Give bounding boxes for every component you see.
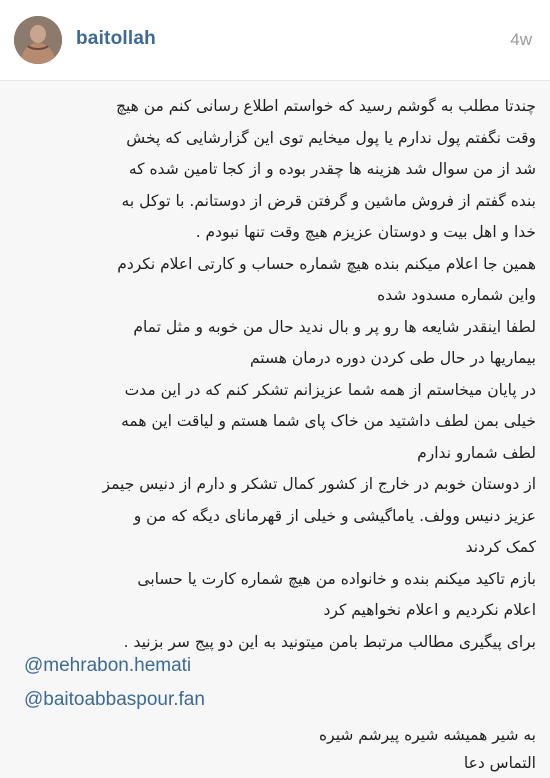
caption-line: کمک کردند bbox=[465, 538, 536, 556]
caption-line: خیلی بمن لطف داشتید من خاک پای شما هستم و لیاقت این همه bbox=[121, 412, 536, 430]
post-header bbox=[0, 0, 550, 80]
caption-text bbox=[16, 91, 536, 658]
caption-line: لطفا اینقدر شایعه ها رو پر و بال ندید حال من خوبه و مثل تمام bbox=[133, 317, 536, 336]
clipped-previous-text bbox=[0, 81, 550, 91]
mention-link[interactable]: @mehrabon.hemati bbox=[24, 655, 192, 676]
caption-line: شد از من سوال شد هزینه ها چقدر بوده و از کجا تامین شده که bbox=[128, 160, 536, 178]
caption-line: خدا و اهل بیت و دوستان عزیزم هیچ وقت تنها نبودم . bbox=[195, 223, 536, 241]
caption-line: اعلام نکردیم و اعلام نخواهیم کرد bbox=[323, 601, 536, 619]
caption-line: در پایان میخاستم از همه شما عزیزانم تشکر کنم که در این مدت bbox=[124, 380, 536, 399]
caption-line: از دوستان خوبم در خارج از کشور کمال تشکر و دارم از دنیس جیمز bbox=[102, 475, 536, 493]
caption-line: وقت نگفتم پول ندارم یا پول میخایم توی این گزارشایی که پخش bbox=[126, 128, 536, 147]
post-caption-area bbox=[0, 80, 550, 778]
caption-line: چندتا مطلب به گوشم رسید که خواستم اطلاع رسانی کنم من هیچ bbox=[115, 97, 536, 115]
profile-avatar-icon[interactable] bbox=[14, 16, 62, 64]
caption-line: برای پیگیری مطالب مرتبط بامن میتونید به این دو پیج سر بزنید . bbox=[123, 632, 536, 651]
caption-line: بنده گفتم از فروش ماشین و گرفتن قرض از دوستانم. با توکل به bbox=[121, 191, 536, 210]
post-timestamp: 4w bbox=[510, 30, 532, 49]
mention-link[interactable]: @baitoabbaspour.fan bbox=[24, 689, 205, 710]
caption-line: بازم تاکید میکنم بنده و خانواده من هیچ شماره کارت یا حسابی bbox=[137, 569, 536, 588]
caption-line: همین جا اعلام میکنم بنده هیچ شماره حساب و کارتی اعلام نکردم bbox=[117, 254, 536, 273]
username-link[interactable]: baitollah bbox=[76, 28, 156, 49]
caption-line: بیماریها در حال طی کردن دوره درمان هستم bbox=[249, 349, 536, 367]
caption-line: عزیز دنیس وولف. یاماگیشی و خیلی از قهرمانای دیگه که من و bbox=[133, 506, 536, 525]
caption-line: واین شماره مسدود شده bbox=[377, 286, 536, 304]
closing-line: التماس دعا bbox=[463, 754, 536, 772]
caption-line: لطف شمارو ندارم bbox=[417, 443, 536, 462]
closing-line: به شیر همیشه شیره پیرشم شیره bbox=[319, 726, 536, 744]
